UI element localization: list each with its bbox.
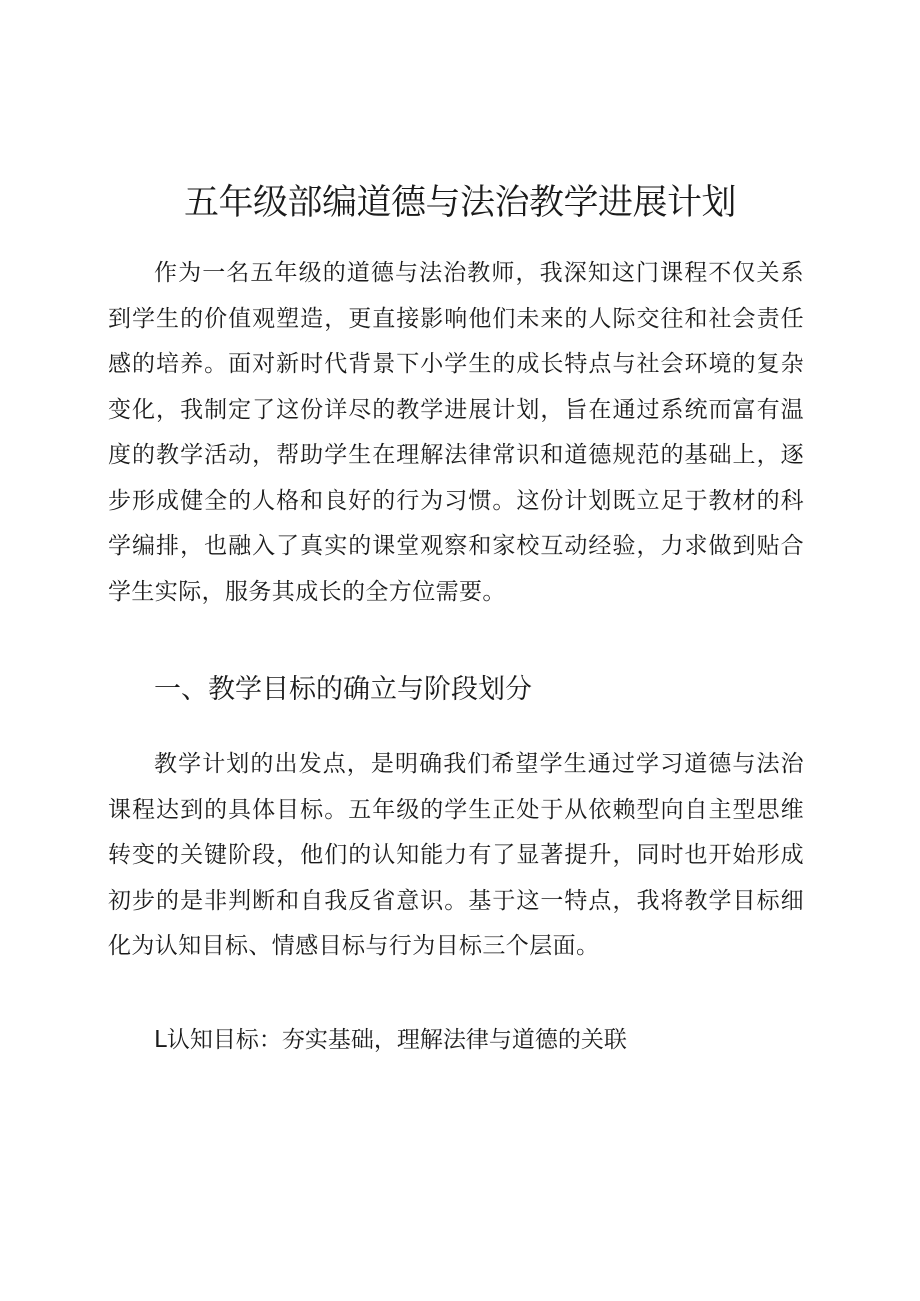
intro-paragraph: 作为一名五年级的道德与法治教师，我深知这门课程不仅关系到学生的价值观塑造，更直接影响他们未来的人际交往和社会责任感的培养。面对新时代背景下小学生的成长特点与社会环境的复杂变化，我制定了这份详尽的教学进展计划，旨在通过系统而富有温度的教学活动，帮助学生在理解法律常识和道德规范的基础上，逐步形成健全的人格和良好的行为习惯。这份计划既立足于教材的科学编排，也融入了真实的课堂观察和家校互动经验，力求做到贴合学生实际，服务其成长的全方位需要。 [108,260,804,605]
section-1-paragraph: 教学计划的出发点，是明确我们希望学生通过学习道德与法治课程达到的具体目标。五年级的学生正处于从依赖型向自主型思维转变的关键阶段，他们的认知能力有了显著提升，同时也开始形成初步的是非判断和自我反省意识。基于这一特点，我将教学目标细化为认知目标、情感目标与行为目标三个层面。 [108,751,804,959]
document-title: 五年级部编道德与法治教学进展计划 [183,183,736,223]
section-1-heading: 一、教学目标的确立与阶段划分 [154,674,532,705]
section-1-subheading: L认知目标：夯实基础，理解法律与道德的关联 [154,1027,627,1053]
